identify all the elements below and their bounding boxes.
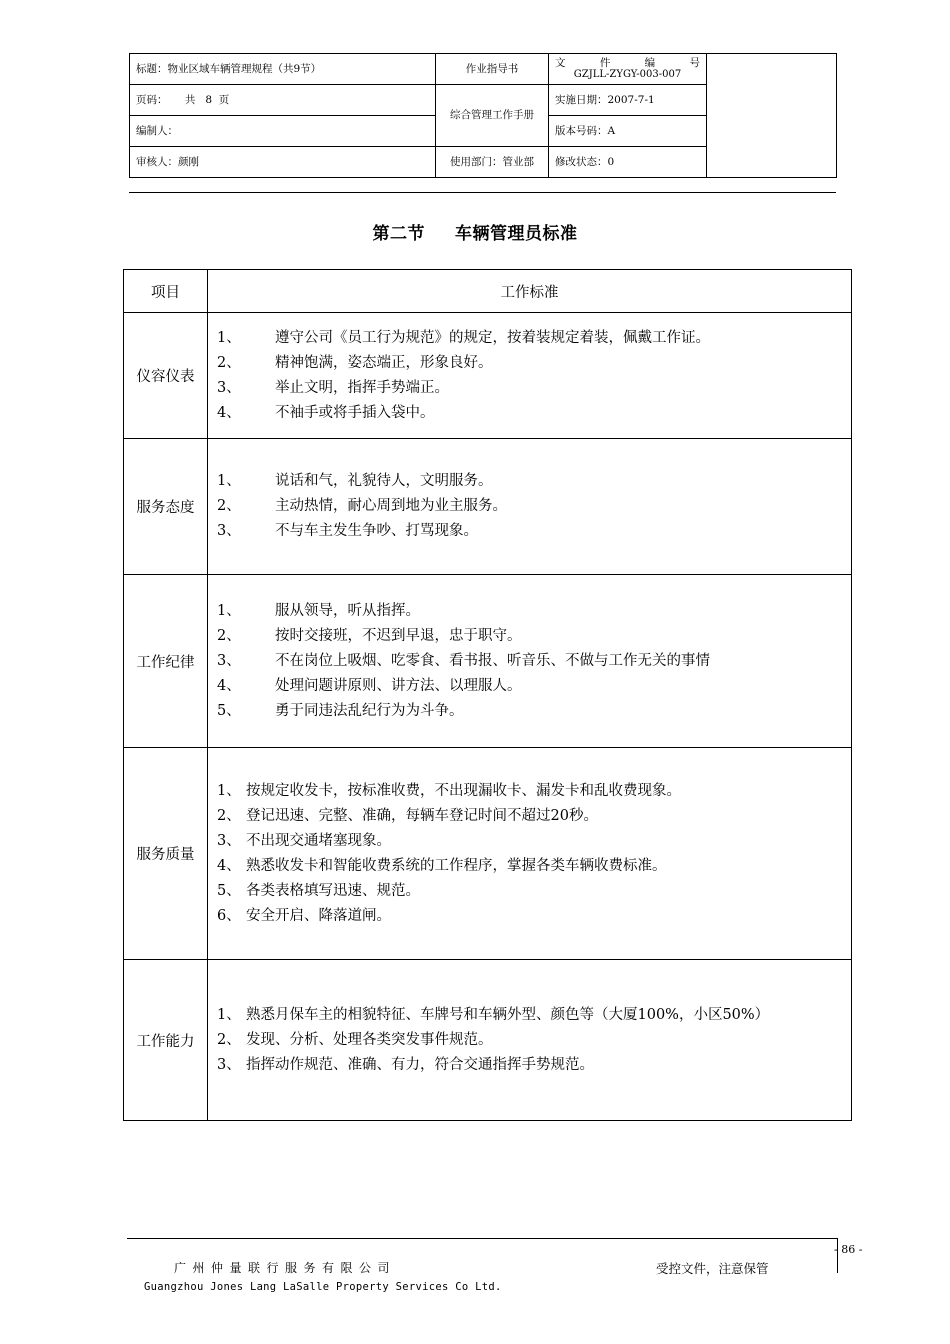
item-text: 不袖手或将手插入袋中。 — [275, 404, 435, 421]
row-standards — [208, 575, 852, 748]
doc-no-char: 编 — [644, 56, 656, 69]
section-title — [0, 219, 950, 244]
item-number: 4、 — [217, 857, 241, 874]
item-text: 熟悉收发卡和智能收费系统的工作程序，掌握各类车辆收费标准。 — [246, 857, 667, 874]
list-item — [217, 879, 851, 904]
list-item — [217, 854, 851, 879]
table-row — [124, 439, 852, 575]
header-divider — [129, 192, 836, 193]
item-text: 熟悉月保车主的相貌特征、车牌号和车辆外型、颜色等（大厦100%，小区50%） — [246, 1006, 770, 1023]
item-text: 不出现交通堵塞现象。 — [246, 832, 391, 849]
item-number: 2、 — [217, 807, 241, 824]
document-header — [129, 53, 837, 178]
list-item — [217, 779, 851, 804]
item-text: 处理问题讲原则、讲方法、以理服人。 — [275, 677, 522, 694]
table-row — [124, 748, 852, 960]
item-text: 勇于同违法乱纪行为为斗争。 — [275, 702, 464, 719]
row-category: 工作能力 — [124, 960, 208, 1121]
doc-no-value: GZJLL-ZYGY-003-007 — [573, 69, 682, 81]
footer-company-cn: 广州仲量联行服务有限公司 — [174, 1261, 397, 1275]
item-text: 按时交接班，不迟到早退，忠于职守。 — [275, 627, 522, 644]
list-item — [217, 1028, 851, 1053]
item-text: 精神饱满，姿态端正，形象良好。 — [275, 354, 493, 371]
doc-no-char: 件 — [599, 56, 611, 69]
list-item — [217, 351, 851, 376]
row-category: 服务质量 — [124, 748, 208, 960]
standards-table — [123, 269, 852, 1121]
item-number: 1、 — [217, 602, 241, 619]
row-category: 仪容仪表 — [124, 313, 208, 439]
footer-company-en: Guangzhou Jones Lang LaSalle Property Services Co Ltd. — [144, 1281, 502, 1293]
row-standards — [208, 960, 852, 1121]
column-header-item: 项目 — [124, 270, 208, 313]
list-item — [217, 469, 851, 494]
list-item — [217, 649, 851, 674]
item-number: 2、 — [217, 627, 241, 644]
list-item — [217, 674, 851, 699]
item-number: 1、 — [217, 329, 241, 346]
list-item — [217, 1003, 851, 1028]
item-number: 3、 — [217, 832, 241, 849]
list-item — [217, 599, 851, 624]
header-reviewer: 审核人：颜刚 — [130, 147, 436, 178]
list-item — [217, 624, 851, 649]
header-editor: 编制人： — [130, 116, 436, 147]
item-number: 1、 — [217, 473, 241, 489]
item-text: 举止文明，指挥手势端正。 — [275, 379, 449, 396]
item-text: 登记迅速、完整、准确，每辆车登记时间不超过20秒。 — [246, 807, 598, 824]
header-doc-number — [549, 54, 707, 85]
header-blank-cell — [707, 54, 837, 178]
list-item — [217, 904, 851, 929]
item-number: 3、 — [217, 1056, 241, 1073]
header-manual: 综合管理工作手册 — [436, 85, 549, 147]
column-header-standard: 工作标准 — [208, 270, 852, 313]
item-number: 5、 — [217, 882, 241, 899]
header-impl-date: 实施日期：2007-7-1 — [549, 85, 707, 116]
item-number: 3、 — [217, 523, 241, 539]
list-item — [217, 519, 851, 544]
list-item — [217, 829, 851, 854]
item-number: 4、 — [217, 404, 241, 421]
header-version: 版本号码：A — [549, 116, 707, 147]
list-item — [217, 804, 851, 829]
item-number: 4、 — [217, 677, 241, 694]
item-number: 3、 — [217, 379, 241, 396]
table-row — [124, 313, 852, 439]
item-text: 各类表格填写迅速、规范。 — [246, 882, 420, 899]
page-number: - 86 - — [834, 1243, 863, 1256]
header-title: 标题：物业区域车辆管理规程（共9节） — [130, 54, 436, 85]
item-number: 1、 — [217, 1006, 241, 1023]
row-category: 工作纪律 — [124, 575, 208, 748]
item-number: 1、 — [217, 782, 241, 799]
list-item — [217, 1053, 851, 1078]
item-number: 2、 — [217, 1031, 241, 1048]
item-text: 不在岗位上吸烟、吃零食、看书报、听音乐、不做与工作无关的事情 — [275, 652, 710, 669]
row-standards — [208, 748, 852, 960]
doc-no-char: 文 — [555, 56, 566, 69]
item-text: 说话和气，礼貌待人，文明服务。 — [275, 473, 493, 489]
footer-controlled-notice: 受控文件，注意保管 — [656, 1261, 769, 1276]
item-text: 主动热情，耐心周到地为业主服务。 — [275, 498, 507, 514]
row-standards — [208, 439, 852, 575]
header-dept: 使用部门：管业部 — [436, 147, 549, 178]
item-text: 按规定收发卡，按标准收费，不出现漏收卡、漏发卡和乱收费现象。 — [246, 782, 681, 799]
item-text: 不与车主发生争吵、打骂现象。 — [275, 523, 478, 539]
item-text: 服从领导，听从指挥。 — [275, 602, 420, 619]
item-number: 5、 — [217, 702, 241, 719]
item-text: 发现、分析、处理各类突发事件规范。 — [246, 1031, 493, 1048]
page-label: 页码： — [136, 93, 168, 106]
item-number: 6、 — [217, 907, 241, 924]
item-text: 指挥动作规范、准确、有力，符合交通指挥手势规范。 — [246, 1056, 594, 1073]
header-doc-type: 作业指导书 — [436, 54, 549, 85]
list-item — [217, 376, 851, 401]
doc-no-char: 号 — [689, 56, 700, 69]
list-item — [217, 494, 851, 519]
item-number: 2、 — [217, 354, 241, 371]
item-number: 2、 — [217, 498, 241, 514]
item-number: 3、 — [217, 652, 241, 669]
list-item — [217, 401, 851, 426]
row-category: 服务态度 — [124, 439, 208, 575]
item-text: 遵守公司《员工行为规范》的规定，按着装规定着装，佩戴工作证。 — [275, 329, 710, 346]
header-page-count — [130, 85, 436, 116]
section-name: 车辆管理员标准 — [455, 224, 578, 244]
table-row — [124, 960, 852, 1121]
item-text: 安全开启、降落道闸。 — [246, 907, 391, 924]
table-row — [124, 575, 852, 748]
row-standards — [208, 313, 852, 439]
list-item — [217, 699, 851, 724]
header-revision: 修改状态：0 — [549, 147, 707, 178]
list-item — [217, 326, 851, 351]
page-total: 共 8 页 — [184, 93, 230, 106]
section-number: 第二节 — [372, 224, 425, 244]
